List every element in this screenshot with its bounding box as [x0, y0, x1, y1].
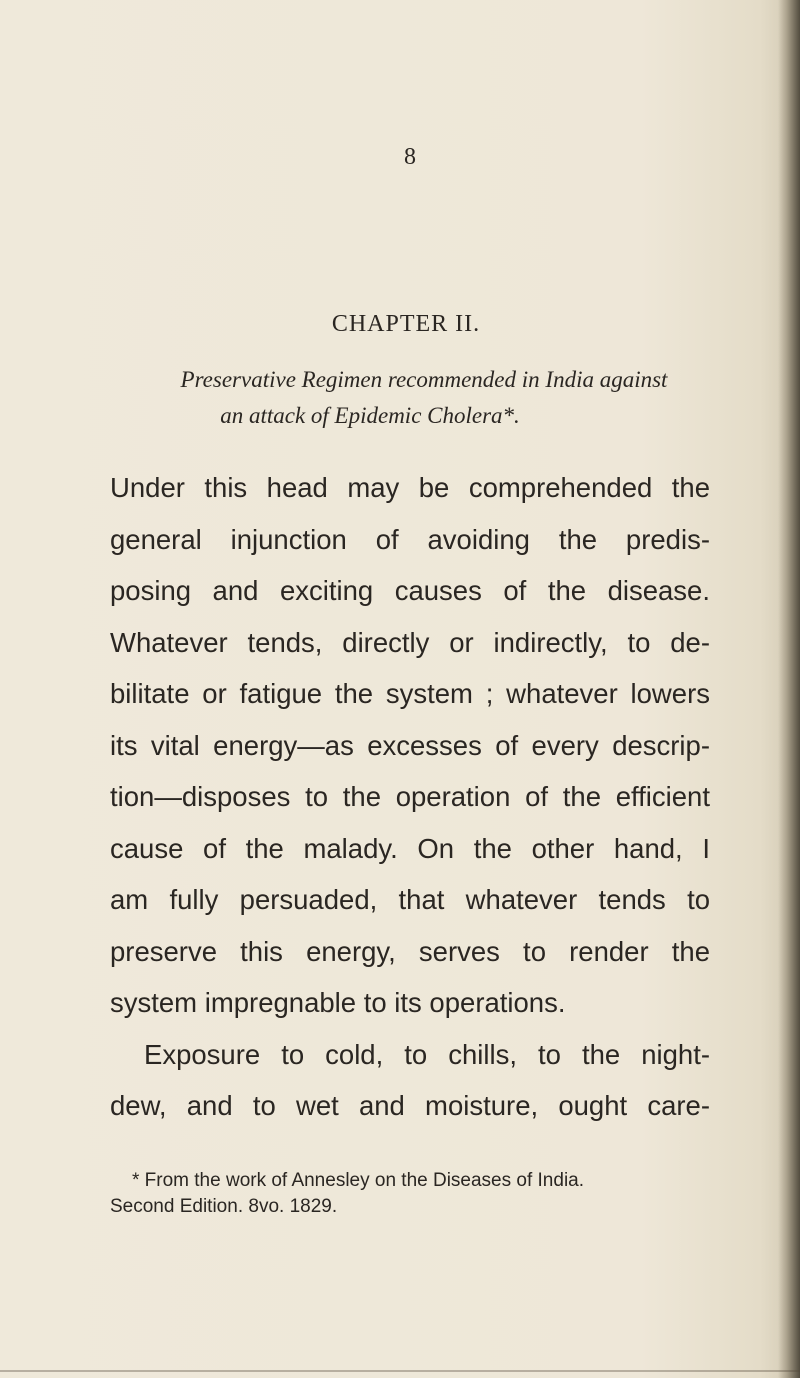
body-line: cause of the malady. On the other hand, I	[110, 832, 710, 864]
body-line: bilitate or fatigue the system ; whatever lowers	[110, 678, 710, 709]
body-paragraphs	[110, 462, 710, 1132]
footnote	[110, 1168, 710, 1220]
chapter-subtitle-line-2: an attack of Epidemic Cholera*.	[220, 403, 520, 428]
body-line: dew, and to wet and moisture, ought care-	[110, 1090, 710, 1121]
body-line: general injunction of avoiding the predis-	[110, 523, 710, 555]
body-line: am fully persuaded, that whatever tends to	[110, 884, 710, 915]
footnote-line-1: * From the work of Annesley on the Diseases of India.	[132, 1170, 585, 1191]
body-line: system impregnable to its operations.	[110, 987, 566, 1018]
page-bottom-edge	[0, 1370, 800, 1372]
footnote-line-2: Second Edition. 8vo. 1829.	[110, 1196, 338, 1217]
body-line: its vital energy—as excesses of every descrip-	[110, 729, 710, 761]
chapter-title: CHAPTER II.	[331, 311, 481, 337]
body-line: tion—disposes to the operation of the efficient	[110, 781, 710, 812]
body-line: Whatever tends, directly or indirectly, to de-	[110, 626, 710, 658]
body-line: posing and exciting causes of the disease.	[110, 575, 710, 606]
body-line: Under this head may be comprehended the	[110, 472, 710, 503]
page-edge-shadow	[778, 0, 800, 1378]
body-line: Exposure to cold, to chills, to the night-	[144, 1038, 710, 1070]
page-number: 8	[404, 144, 416, 170]
chapter-subtitle-line-1: Preservative Regimen recommended in India against	[180, 367, 668, 392]
body-line: preserve this energy, serves to render the	[110, 935, 710, 967]
